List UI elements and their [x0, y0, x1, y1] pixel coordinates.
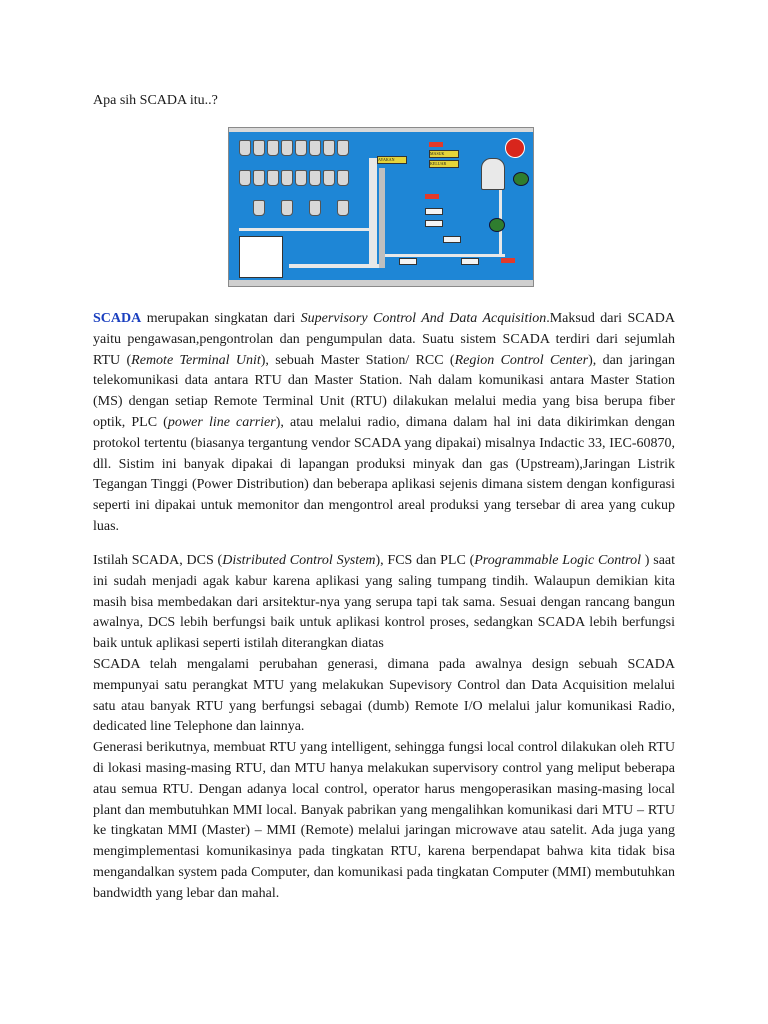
hopper-icon	[281, 200, 293, 216]
text-run: merupakan singkatan dari	[141, 311, 301, 326]
elevator-column	[379, 168, 385, 268]
text-run: Istilah SCADA, DCS (	[93, 553, 223, 568]
hopper-icon	[281, 170, 293, 186]
value-field	[399, 258, 417, 265]
status-indicator	[501, 258, 515, 263]
scada-screenshot-figure	[228, 127, 534, 287]
status-label: KELUAR	[429, 160, 459, 168]
hopper-icon	[253, 170, 265, 186]
legend-panel	[239, 236, 283, 278]
text-run-italic: Supervisory Control And Data Acquisition	[300, 311, 547, 326]
status-label: AYAKAN	[377, 156, 407, 164]
value-field	[425, 208, 443, 215]
value-field	[443, 236, 461, 243]
motor-icon	[489, 218, 505, 232]
text-run: ), dan jaringan telekomunikasi data antara RTU dan Master Station. Nah dalam komunikasi antara Master Station (MS) dengan setiap Remote Terminal Unit (RTU) dilakukan melalui media yang bisa berupa fiber optik, PLC (	[93, 352, 675, 430]
conveyor-line	[239, 228, 369, 231]
text-line: SCADA telah mengalami perubahan generasi, dimana pada awalnya design sebuah SCADA mempunyai satu perangkat MTU yang melakukan Supevisory Control dan Data Acquisition melalui satu atau banyak RTU yang berfungsi sebagai (dumb) Remote I/O melalui jalur komunikasi Radio, dedicated line Telephone dan lainnya.	[93, 656, 675, 735]
value-field	[425, 220, 443, 227]
hopper-icon	[323, 170, 335, 186]
text-run-italic: Distributed Control System	[222, 553, 376, 568]
paragraph-scada-definition	[93, 309, 675, 538]
motor-icon	[513, 172, 529, 186]
figure-statusbar	[229, 280, 533, 286]
hopper-icon	[239, 170, 251, 186]
value-field	[461, 258, 479, 265]
paragraph-scada-dcs-comparison	[93, 551, 675, 905]
text-run-italic: Programmable Logic Control	[474, 553, 642, 568]
hopper-icon	[309, 170, 321, 186]
hopper-icon	[309, 140, 321, 156]
hopper-icon	[281, 140, 293, 156]
text-run-italic: Region Control Center	[454, 352, 589, 368]
hopper-icon	[337, 170, 349, 186]
text-run: ), atau melalui radio, dimana dalam hal ini data dikirimkan dengan protokol tertentu (biasanya tergantung vendor SCADA yang dipakai) misalnya Indactic 33, IEC-60870, dll. Sistim ini banyak dipakai di lapangan produksi minyak dan gas (Upstream),Jaringan Listrik Tegangan Tinggi (Power Distribution) dan beberapa aplikasi sejenis dimana sistem dengan konfigurasi seperti ini dipakai untuk memonitor dan mengontrol areal produksi yang tersebar di area yang cukup luas.	[93, 414, 675, 534]
conveyor-line	[289, 264, 379, 268]
text-run: ) saat ini sudah menjadi agak kabur karena aplikasi yang saling tumpang tindih. Walaupun demikian kita masih bisa membedakan dari arsitektur-nya yang serupa tapi tak sama. Sesuai dengan rancang bangun awalnya, DCS lebih berfungsi baik untuk aplikasi kontrol proses, sedangkan SCADA lebih berfungsi baik untuk aplikasi seperti istilah diterangkan diatas	[93, 553, 676, 652]
hopper-icon	[323, 140, 335, 156]
hopper-icon	[295, 140, 307, 156]
hopper-icon	[239, 140, 251, 156]
conveyor-line	[385, 254, 505, 257]
elevator-column	[369, 158, 377, 268]
hopper-icon	[253, 140, 265, 156]
hopper-icon	[337, 200, 349, 216]
text-run-italic: power line carrier	[167, 414, 276, 430]
text-run: ), sebuah Master Station/ RCC (	[260, 352, 455, 368]
scada-term: SCADA	[93, 311, 142, 326]
hopper-icon	[267, 170, 279, 186]
hopper-icon	[267, 140, 279, 156]
text-run: ), FCS dan PLC (	[375, 553, 475, 568]
hopper-icon	[295, 170, 307, 186]
hopper-icon	[337, 140, 349, 156]
hopper-icon	[309, 200, 321, 216]
status-indicator	[425, 194, 439, 199]
status-label: MASUK	[429, 150, 459, 158]
hopper-icon	[253, 200, 265, 216]
text-run-italic: Remote Terminal Unit	[131, 352, 261, 368]
text-line: Generasi berikutnya, membuat RTU yang intelligent, sehingga fungsi local control dilakukan oleh RTU di lokasi masing-masing RTU, dan MTU hanya melakukan supervisory control yang meliput beberapa atau semua RTU. Dengan adanya local control, operator harus mengoperasikan masing-masing local plant dan membutuhkan MMI local. Banyak pabrikan yang mengalihkan komunikasi dari MTU – RTU ke tingkatan MMI (Master) – MMI (Remote) melalui jaringan microwave atau satelit. Ada juga yang mengimplementasi komunikasinya pada tingkatan RTU, karena berpendapat bahwa kita tidak bisa mengandalkan system pada Computer, dan komunikasi pada tingkatan Computer (MMI) membutuhkan bandwidth yang lebar dan mahal.	[93, 740, 675, 901]
heading: Apa sih SCADA itu..?	[93, 93, 218, 108]
status-indicator	[429, 142, 443, 147]
brand-logo	[505, 138, 525, 158]
text-run: .Maksud dari SCADA yaitu pengawasan,pengontrolan dan pengumpulan data. Suatu sistem SCADA terdiri dari sejumlah RTU (	[93, 311, 675, 368]
figure-titlebar	[229, 128, 533, 132]
silo-tank	[481, 158, 505, 190]
